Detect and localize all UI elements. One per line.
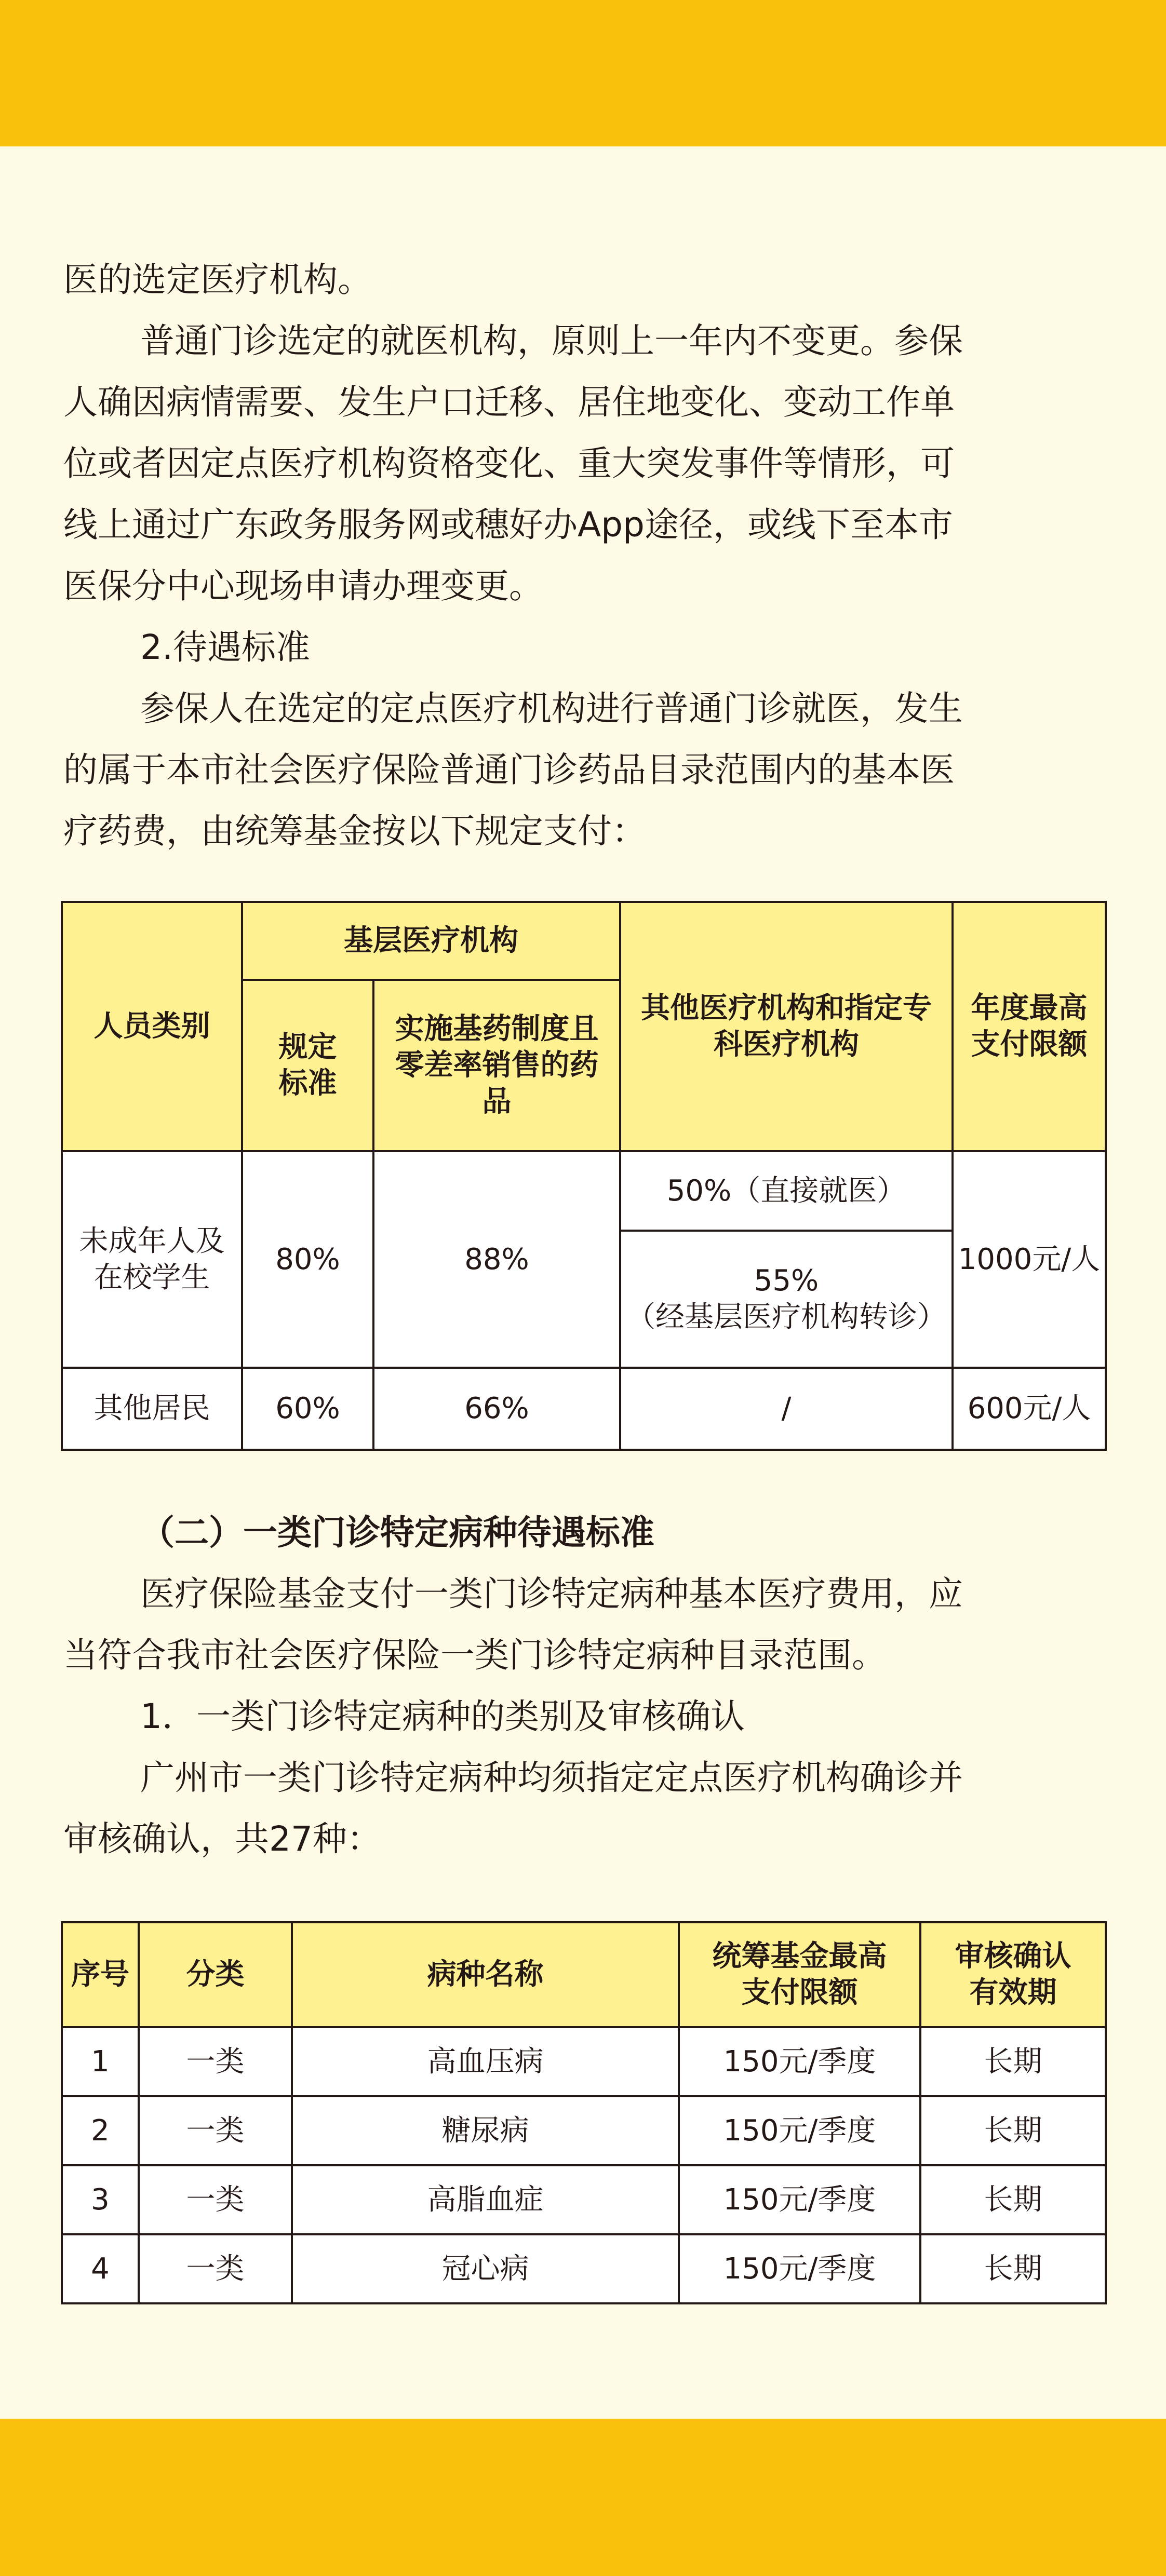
cell-validity: 长期 xyxy=(920,2165,1106,2234)
paragraph-line: 医保分中心现场申请办理变更。 xyxy=(63,566,543,606)
cell-category: 一类 xyxy=(139,2165,292,2234)
paragraph-line: 1．一类门诊特定病种的类别及审核确认 xyxy=(140,1696,745,1736)
cell-disease-name: 糖尿病 xyxy=(292,2096,679,2165)
cell-index: 1 xyxy=(62,2027,139,2096)
top-banner xyxy=(0,0,1166,146)
cell-category: 一类 xyxy=(139,2234,292,2303)
row2-standard: 60% xyxy=(242,1368,373,1450)
row1-person: 未成年人及在校学生 xyxy=(62,1151,242,1368)
header-standard: 规定标准 xyxy=(242,980,373,1151)
document-body xyxy=(63,249,1105,862)
paragraph-line: 广州市一类门诊特定病种均须指定定点医疗机构确诊并 xyxy=(140,1758,963,1798)
cell-disease-name: 冠心病 xyxy=(292,2234,679,2303)
row1-standard: 80% xyxy=(242,1151,373,1368)
header-disease-name: 病种名称 xyxy=(292,1922,679,2027)
table-row xyxy=(62,2096,1106,2165)
cell-validity: 长期 xyxy=(920,2027,1106,2096)
table-row xyxy=(62,2165,1106,2234)
paragraph-line: 人确因病情需要、发生户口迁移、居住地变化、变动工作单 xyxy=(63,382,955,422)
paragraph-line: 疗药费，由统筹基金按以下规定支付： xyxy=(63,811,646,851)
row2-essential: 66% xyxy=(373,1368,620,1450)
paragraph-line: 审核确认，共27种： xyxy=(63,1819,381,1859)
row1-other-referral-rate: 55% xyxy=(754,1264,819,1298)
paragraph-line: 位或者因定点医疗机构资格变化、重大突发事件等情形，可 xyxy=(63,443,955,483)
cell-validity: 长期 xyxy=(920,2096,1106,2165)
paragraph-line: 医的选定医疗机构。 xyxy=(63,260,372,300)
bottom-banner xyxy=(0,2419,1166,2576)
row1-annual: 1000元/人 xyxy=(953,1151,1106,1368)
row2-other: / xyxy=(620,1368,953,1450)
cell-disease-name: 高血压病 xyxy=(292,2027,679,2096)
paragraph-line: 的属于本市社会医疗保险普通门诊药品目录范围内的基本医 xyxy=(63,750,955,790)
section-2 xyxy=(63,1502,1105,1870)
section-2-heading: （二）一类门诊特定病种待遇标准 xyxy=(140,1513,654,1553)
header-index: 序号 xyxy=(62,1922,139,2027)
cell-fund-limit: 150元/季度 xyxy=(679,2165,920,2234)
header-person-type: 人员类别 xyxy=(62,902,242,1151)
header-essential-drugs: 实施基药制度且零差率销售的药品 xyxy=(373,980,620,1151)
table-row xyxy=(62,2027,1106,2096)
section-2-paragraphs xyxy=(63,1563,1105,1870)
paragraph-line: 参保人在选定的定点医疗机构进行普通门诊就医，发生 xyxy=(140,689,963,729)
cell-disease-name: 高脂血症 xyxy=(292,2165,679,2234)
outpatient-benefit-table xyxy=(61,901,1107,1451)
row2-annual: 600元/人 xyxy=(953,1368,1106,1450)
row2-person: 其他居民 xyxy=(62,1368,242,1450)
row1-essential: 88% xyxy=(373,1151,620,1368)
paragraph-line: 普通门诊选定的就医机构，原则上一年内不变更。参保 xyxy=(140,321,963,361)
intro-paragraphs xyxy=(63,249,1105,862)
paragraph-line: 当符合我市社会医疗保险一类门诊特定病种目录范围。 xyxy=(63,1635,886,1675)
row1-other-referral-note: （经基层医疗机构转诊） xyxy=(626,1300,946,1334)
header-validity: 审核确认有效期 xyxy=(920,1922,1106,2027)
cell-fund-limit: 150元/季度 xyxy=(679,2096,920,2165)
paragraph-line: 线上通过广东政务服务网或穗好办App途径，或线下至本市 xyxy=(63,505,953,545)
cell-fund-limit: 150元/季度 xyxy=(679,2027,920,2096)
cell-category: 一类 xyxy=(139,2027,292,2096)
header-fund-limit: 统筹基金最高支付限额 xyxy=(679,1922,920,2027)
cell-fund-limit: 150元/季度 xyxy=(679,2234,920,2303)
disease-table-header xyxy=(62,1922,1106,2027)
table-row xyxy=(62,2234,1106,2303)
header-basic-institution: 基层医疗机构 xyxy=(242,902,620,980)
cell-index: 3 xyxy=(62,2165,139,2234)
cell-index: 4 xyxy=(62,2234,139,2303)
header-other-institution: 其他医疗机构和指定专科医疗机构 xyxy=(620,902,953,1151)
row1-other-direct: 50%（直接就医） xyxy=(620,1151,953,1231)
cell-category: 一类 xyxy=(139,2096,292,2165)
cell-index: 2 xyxy=(62,2096,139,2165)
disease-table-body xyxy=(62,2027,1106,2303)
header-annual-limit: 年度最高支付限额 xyxy=(953,902,1106,1151)
paragraph-line: 医疗保险基金支付一类门诊特定病种基本医疗费用，应 xyxy=(140,1574,963,1614)
header-category: 分类 xyxy=(139,1922,292,2027)
cell-validity: 长期 xyxy=(920,2234,1106,2303)
disease-table xyxy=(61,1921,1107,2304)
paragraph-line: 2.待遇标准 xyxy=(140,627,310,667)
row1-other-referral xyxy=(620,1231,953,1368)
